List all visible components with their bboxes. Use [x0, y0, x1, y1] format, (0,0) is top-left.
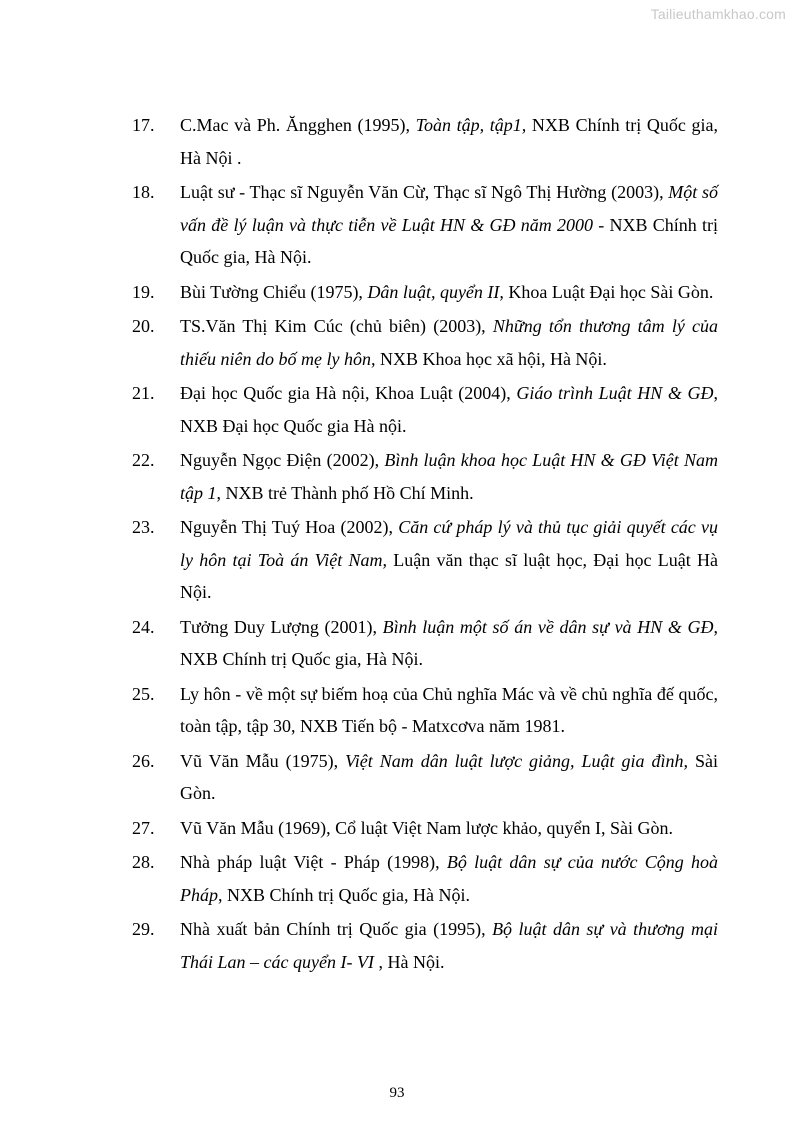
reference-text	[180, 276, 718, 309]
reference-text-segment: , NXB Chính trị Quốc gia, Hà Nội.	[180, 616, 718, 669]
reference-item	[0, 276, 794, 309]
reference-number: 25.	[132, 683, 155, 704]
reference-text-segment: Nguyễn Ngọc Điện (2002),	[180, 450, 385, 470]
reference-number: 24.	[132, 616, 155, 637]
reference-text-segment: , Hà Nội.	[373, 951, 445, 972]
reference-title-italic: Dân luật, quyển II,	[367, 281, 504, 302]
reference-number: 23.	[132, 517, 155, 537]
reference-text-segment: Luận văn thạc sĩ luật học, Đại học Luật Hà Nội.	[180, 549, 718, 602]
reference-item	[0, 310, 794, 375]
reference-text-segment: , NXB Chính trị Quốc gia, Hà Nội.	[218, 884, 470, 905]
reference-text-segment: NXB Khoa học xã hội, Hà Nội.	[375, 348, 607, 369]
reference-number: 27.	[132, 817, 155, 838]
reference-text-segment: Ly hôn - về một sự biếm hoạ của Chủ nghĩa Mác và về chủ nghĩa đế quốc, toàn tập, tập 30, NXB Tiến bộ - Matxcơva năm 1981.	[180, 683, 718, 736]
reference-text-segment: , NXB Đại học Quốc gia Hà nội.	[180, 383, 718, 436]
reference-item	[0, 678, 794, 743]
reference-text-segment: Sài Gòn.	[180, 750, 718, 803]
reference-text	[180, 444, 718, 509]
reference-text	[180, 812, 718, 845]
reference-text-segment: , NXB trẻ Thành phố Hồ Chí Minh.	[216, 482, 474, 503]
reference-title-italic: Bình luận một số án về dân sự và HN & GĐ	[382, 616, 714, 637]
reference-text	[180, 310, 718, 375]
reference-text	[180, 846, 718, 911]
reference-number: 22.	[132, 450, 155, 470]
reference-item	[0, 913, 794, 978]
reference-item	[0, 176, 794, 274]
reference-title-italic: Những tổn thương tâm lý của thiếu niên do bố mẹ ly hôn,	[180, 316, 718, 369]
reference-title-italic: Bộ luật dân sự của nước Cộng hoà Pháp	[180, 852, 718, 905]
reference-text	[180, 678, 718, 743]
reference-text-segment: Nguyễn Thị Tuý Hoa (2002),	[180, 517, 399, 537]
page-number: 93	[389, 1085, 405, 1101]
reference-text	[180, 745, 718, 810]
reference-text-segment: Bùi Tường Chiểu (1975),	[180, 281, 368, 302]
reference-text	[180, 176, 718, 274]
reference-text-segment: Đại học Quốc gia Hà nội, Khoa Luật (2004),	[180, 383, 517, 403]
reference-text-segment: - NXB Chính trị Quốc gia, Hà Nội.	[180, 214, 718, 267]
reference-text-segment: NXB Chính trị Quốc gia, Hà Nội .	[180, 115, 718, 168]
reference-title-italic: Căn cứ pháp lý và thủ tục giải quyết các vụ ly hôn tại Toà án Việt Nam,	[180, 517, 718, 570]
reference-title-italic: Bình luận khoa học Luật HN & GĐ Việt Nam tập 1	[180, 450, 718, 503]
watermark-text: Tailieuthamkhao.com	[650, 6, 786, 22]
reference-text-segment: Tưởng Duy Lượng (2001),	[180, 616, 383, 637]
reference-text-segment: Vũ Văn Mẫu (1975),	[180, 750, 346, 771]
reference-list	[0, 109, 794, 980]
reference-text	[180, 377, 718, 442]
reference-text-segment: Nhà pháp luật Việt - Pháp (1998),	[180, 852, 447, 872]
reference-number: 19.	[132, 281, 155, 302]
reference-text-segment: Vũ Văn Mẫu (1969), Cổ luật Việt Nam lược khảo, quyển I, Sài Gòn.	[180, 817, 673, 838]
reference-title-italic: Bộ luật dân sự và thương mại Thái Lan – các quyển I- VI	[180, 919, 719, 972]
reference-item	[0, 745, 794, 810]
reference-number: 26.	[132, 750, 155, 771]
reference-text	[180, 511, 718, 609]
reference-number: 20.	[132, 316, 155, 336]
reference-title-italic: Một số vấn đề lý luận và thực tiễn về Luật HN & GĐ năm 2000	[180, 182, 718, 235]
reference-item	[0, 812, 794, 845]
reference-number: 18.	[132, 182, 155, 202]
reference-item	[0, 511, 794, 609]
reference-item	[0, 377, 794, 442]
reference-title-italic: Việt Nam dân luật lược giảng, Luật gia đình,	[345, 750, 689, 771]
reference-text	[180, 109, 718, 174]
reference-text	[180, 611, 718, 676]
reference-text-segment: Khoa Luật Đại học Sài Gòn.	[503, 281, 714, 302]
reference-text-segment: Luật sư - Thạc sĩ Nguyễn Văn Cừ, Thạc sĩ Ngô Thị Hường (2003),	[180, 182, 669, 202]
reference-title-italic: Giáo trình Luật HN & GĐ	[516, 383, 714, 403]
reference-item	[0, 611, 794, 676]
reference-item	[0, 444, 794, 509]
reference-number: 21.	[132, 383, 155, 403]
reference-text-segment: Nhà xuất bản Chính trị Quốc gia (1995),	[180, 919, 493, 939]
reference-title-italic: Toàn tập, tập1,	[415, 115, 527, 135]
reference-text-segment: TS.Văn Thị Kim Cúc (chủ biên) (2003),	[180, 316, 493, 336]
reference-item	[0, 846, 794, 911]
reference-number: 29.	[132, 919, 155, 939]
reference-number: 17.	[132, 115, 155, 135]
reference-item	[0, 109, 794, 174]
reference-text	[180, 913, 718, 978]
reference-number: 28.	[132, 852, 155, 872]
reference-text-segment: C.Mac và Ph. Ăngghen (1995),	[180, 115, 416, 135]
